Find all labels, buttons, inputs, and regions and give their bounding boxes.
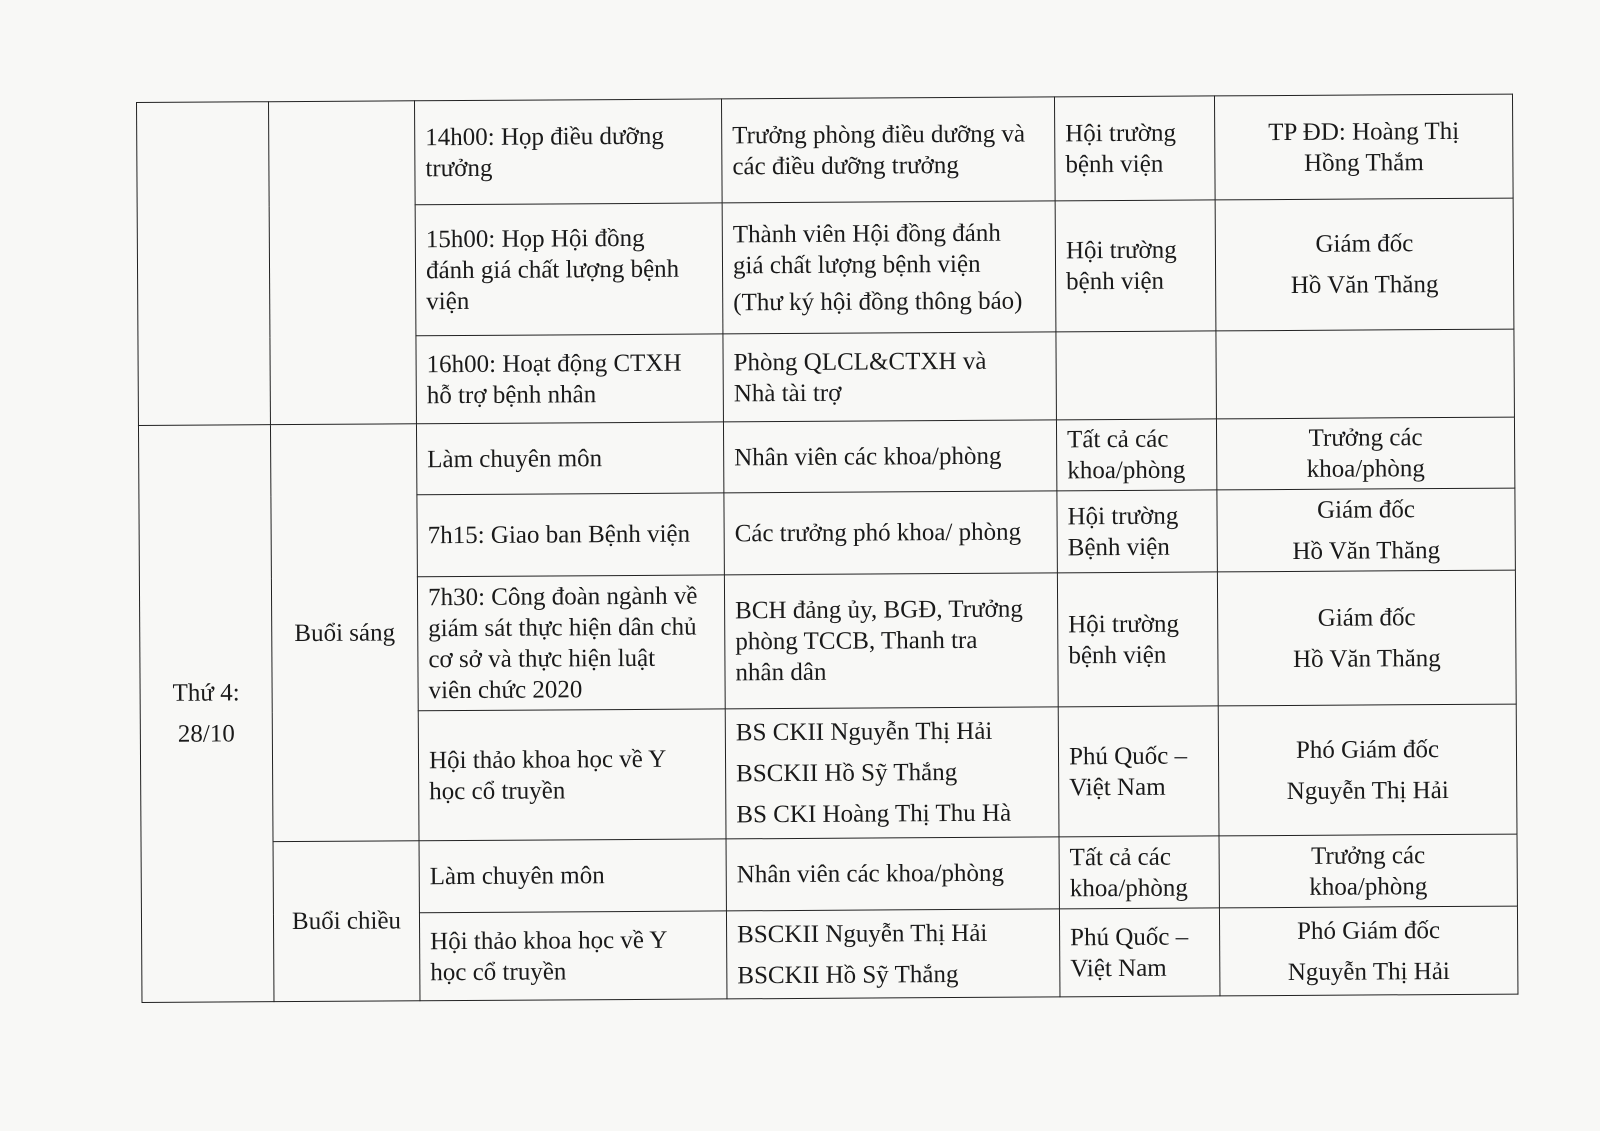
participants-cell: Trưởng phòng điều dưỡng và các điều dưỡng trưởng (721, 97, 1055, 203)
location-cell: Hội trường bệnh viện (1054, 96, 1215, 201)
activity-cell: 14h00: Họp điều dưỡng trưởng (414, 99, 722, 205)
location-cell: Hội trường Bệnh viện (1057, 490, 1217, 573)
table-row (138, 417, 1514, 496)
activity-cell: Làm chuyên môn (416, 422, 723, 495)
lead-cell-empty (1216, 329, 1515, 419)
lead-cell: Trưởng các khoa/phòng (1216, 417, 1514, 490)
location-cell-empty (1056, 331, 1217, 420)
session-cell-continued (269, 101, 417, 425)
location-cell: Phú Quốc – Việt Nam (1059, 908, 1220, 997)
lead-cell: Giám đốc Hồ Văn Thăng (1215, 198, 1514, 331)
activity-cell: 7h15: Giao ban Bệnh viện (417, 493, 724, 577)
day-label: Thứ 4: (172, 679, 240, 707)
location-cell: Phú Quốc – Việt Nam (1058, 706, 1219, 837)
session-afternoon: Buổi chiều (273, 841, 420, 1002)
day-cell-continued (137, 102, 271, 426)
lead-cell: Giám đốc Hồ Văn Thăng (1217, 570, 1516, 706)
location-cell: Hội trường bệnh viện (1057, 572, 1218, 707)
participants-cell: Thành viên Hội đồng đánh giá chất lượng bệnh viện (Thư ký hội đồng thông báo) (722, 201, 1056, 334)
location-cell: Hội trường bệnh viện (1055, 200, 1216, 332)
table-row (137, 94, 1514, 206)
lead-cell: Trưởng các khoa/phòng (1219, 834, 1517, 908)
participants-cell: Các trưởng phó khoa/ phòng (724, 491, 1057, 575)
activity-cell: Hội thảo khoa học về Y học cổ truyền (418, 709, 726, 841)
lead-cell: Giám đốc Hồ Văn Thăng (1217, 488, 1515, 572)
lead-cell: Phó Giám đốc Nguyễn Thị Hải (1218, 704, 1517, 836)
activity-cell: 15h00: Họp Hội đồng đánh giá chất lượng bệnh viện (415, 203, 723, 336)
activity-cell: 16h00: Hoạt động CTXH hỗ trợ bệnh nhân (416, 334, 724, 424)
participants-cell: BS CKII Nguyễn Thị Hải BSCKII Hồ Sỹ Thắng BS CKI Hoàng Thị Thu Hà (725, 707, 1059, 839)
table-row (141, 834, 1517, 914)
location-cell: Tất cả các khoa/phòng (1059, 836, 1219, 909)
lead-cell: Phó Giám đốc Nguyễn Thị Hải (1219, 906, 1518, 996)
lead-cell: TP ĐD: Hoàng Thị Hồng Thắm (1214, 94, 1513, 200)
activity-cell: 7h30: Công đoàn ngành về giám sát thực hiện dân chủ cơ sở và thực hiện luật viên chức 2020 (417, 575, 725, 711)
participants-cell: Nhân viên các khoa/phòng (723, 420, 1056, 493)
session-morning: Buổi sáng (270, 424, 419, 842)
day-date: 28/10 (177, 720, 235, 748)
location-cell: Tất cả các khoa/phòng (1056, 419, 1216, 491)
activity-cell: Làm chuyên môn (419, 839, 726, 913)
schedule-table (136, 94, 1518, 1003)
participants-cell: Phòng QLCL&CTXH và Nhà tài trợ (723, 332, 1057, 422)
day-cell (138, 425, 274, 1003)
participants-cell: Nhân viên các khoa/phòng (726, 837, 1059, 911)
participants-cell: BCH đảng ủy, BGĐ, Trưởng phòng TCCB, Thanh tra nhân dân (724, 573, 1058, 709)
participants-cell: BSCKII Nguyễn Thị Hải BSCKII Hồ Sỹ Thắng (726, 909, 1060, 999)
activity-cell: Hội thảo khoa học về Y học cổ truyền (419, 911, 727, 1001)
